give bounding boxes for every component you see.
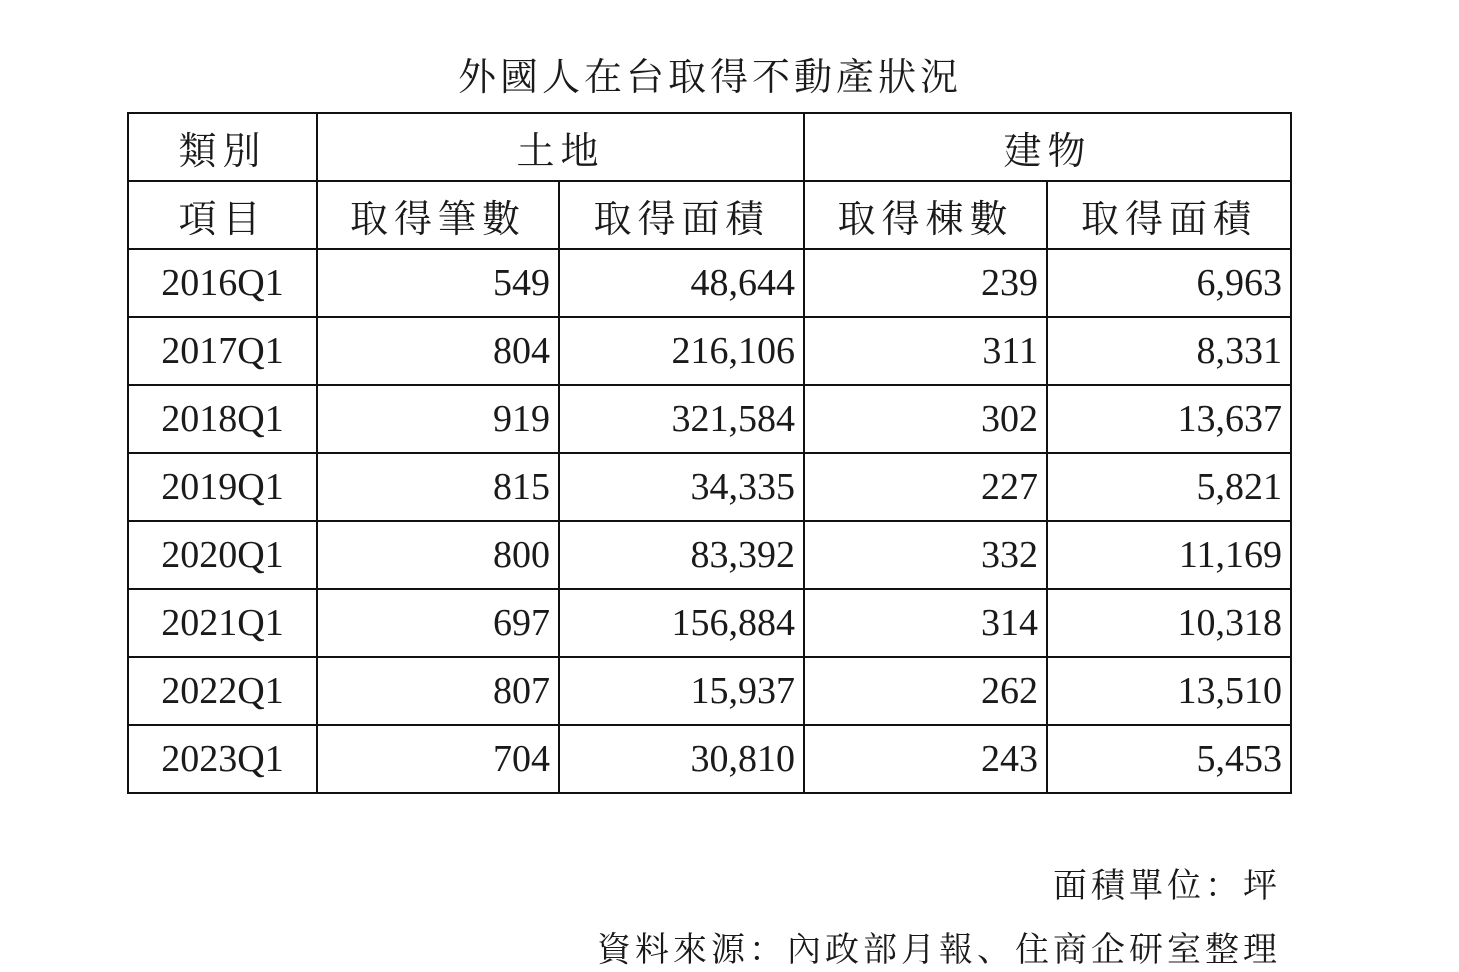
table-row — [128, 453, 1291, 521]
land-count-cell: 549 — [317, 249, 559, 317]
header-building-area: 取得面積 — [1047, 181, 1291, 249]
header-item: 項目 — [128, 181, 317, 249]
land-count-cell: 800 — [317, 521, 559, 589]
building-count-cell: 262 — [804, 657, 1047, 725]
building-count-cell: 239 — [804, 249, 1047, 317]
building-area-cell: 10,318 — [1047, 589, 1291, 657]
land-count-cell: 919 — [317, 385, 559, 453]
header-land-area: 取得面積 — [559, 181, 804, 249]
table-row — [128, 317, 1291, 385]
land-area-cell: 30,810 — [559, 725, 804, 793]
table-row — [128, 657, 1291, 725]
land-count-cell: 815 — [317, 453, 559, 521]
land-area-cell: 48,644 — [559, 249, 804, 317]
land-area-cell: 216,106 — [559, 317, 804, 385]
source-note: 資料來源：內政部月報、住商企研室整理 — [597, 930, 1281, 970]
header-land: 土地 — [317, 113, 804, 181]
building-count-cell: 332 — [804, 521, 1047, 589]
land-area-cell: 156,884 — [559, 589, 804, 657]
real-estate-table — [127, 112, 1292, 794]
land-area-cell: 34,335 — [559, 453, 804, 521]
building-count-cell: 311 — [804, 317, 1047, 385]
period-cell: 2017Q1 — [128, 317, 317, 385]
table-body — [128, 113, 1291, 793]
building-count-cell: 243 — [804, 725, 1047, 793]
land-count-cell: 704 — [317, 725, 559, 793]
header-row-category — [128, 113, 1291, 181]
header-category: 類別 — [128, 113, 317, 181]
building-area-cell: 6,963 — [1047, 249, 1291, 317]
period-cell: 2022Q1 — [128, 657, 317, 725]
land-count-cell: 807 — [317, 657, 559, 725]
period-cell: 2019Q1 — [128, 453, 317, 521]
period-cell: 2020Q1 — [128, 521, 317, 589]
building-area-cell: 13,510 — [1047, 657, 1291, 725]
header-building: 建物 — [804, 113, 1291, 181]
building-area-cell: 5,453 — [1047, 725, 1291, 793]
period-cell: 2021Q1 — [128, 589, 317, 657]
table-row — [128, 725, 1291, 793]
header-land-count: 取得筆數 — [317, 181, 559, 249]
building-area-cell: 11,169 — [1047, 521, 1291, 589]
land-area-cell: 83,392 — [559, 521, 804, 589]
table-row — [128, 589, 1291, 657]
table-row — [128, 249, 1291, 317]
building-area-cell: 5,821 — [1047, 453, 1291, 521]
header-row-item — [128, 181, 1291, 249]
period-cell: 2023Q1 — [128, 725, 317, 793]
header-building-count: 取得棟數 — [804, 181, 1047, 249]
table-title: 外國人在台取得不動產狀況 — [457, 55, 962, 99]
area-unit-note: 面積單位：坪 — [1053, 866, 1281, 906]
building-count-cell: 227 — [804, 453, 1047, 521]
building-area-cell: 8,331 — [1047, 317, 1291, 385]
period-cell: 2016Q1 — [128, 249, 317, 317]
land-area-cell: 321,584 — [559, 385, 804, 453]
land-count-cell: 804 — [317, 317, 559, 385]
table-row — [128, 385, 1291, 453]
land-area-cell: 15,937 — [559, 657, 804, 725]
land-count-cell: 697 — [317, 589, 559, 657]
building-count-cell: 314 — [804, 589, 1047, 657]
building-count-cell: 302 — [804, 385, 1047, 453]
building-area-cell: 13,637 — [1047, 385, 1291, 453]
table-row — [128, 521, 1291, 589]
period-cell: 2018Q1 — [128, 385, 317, 453]
